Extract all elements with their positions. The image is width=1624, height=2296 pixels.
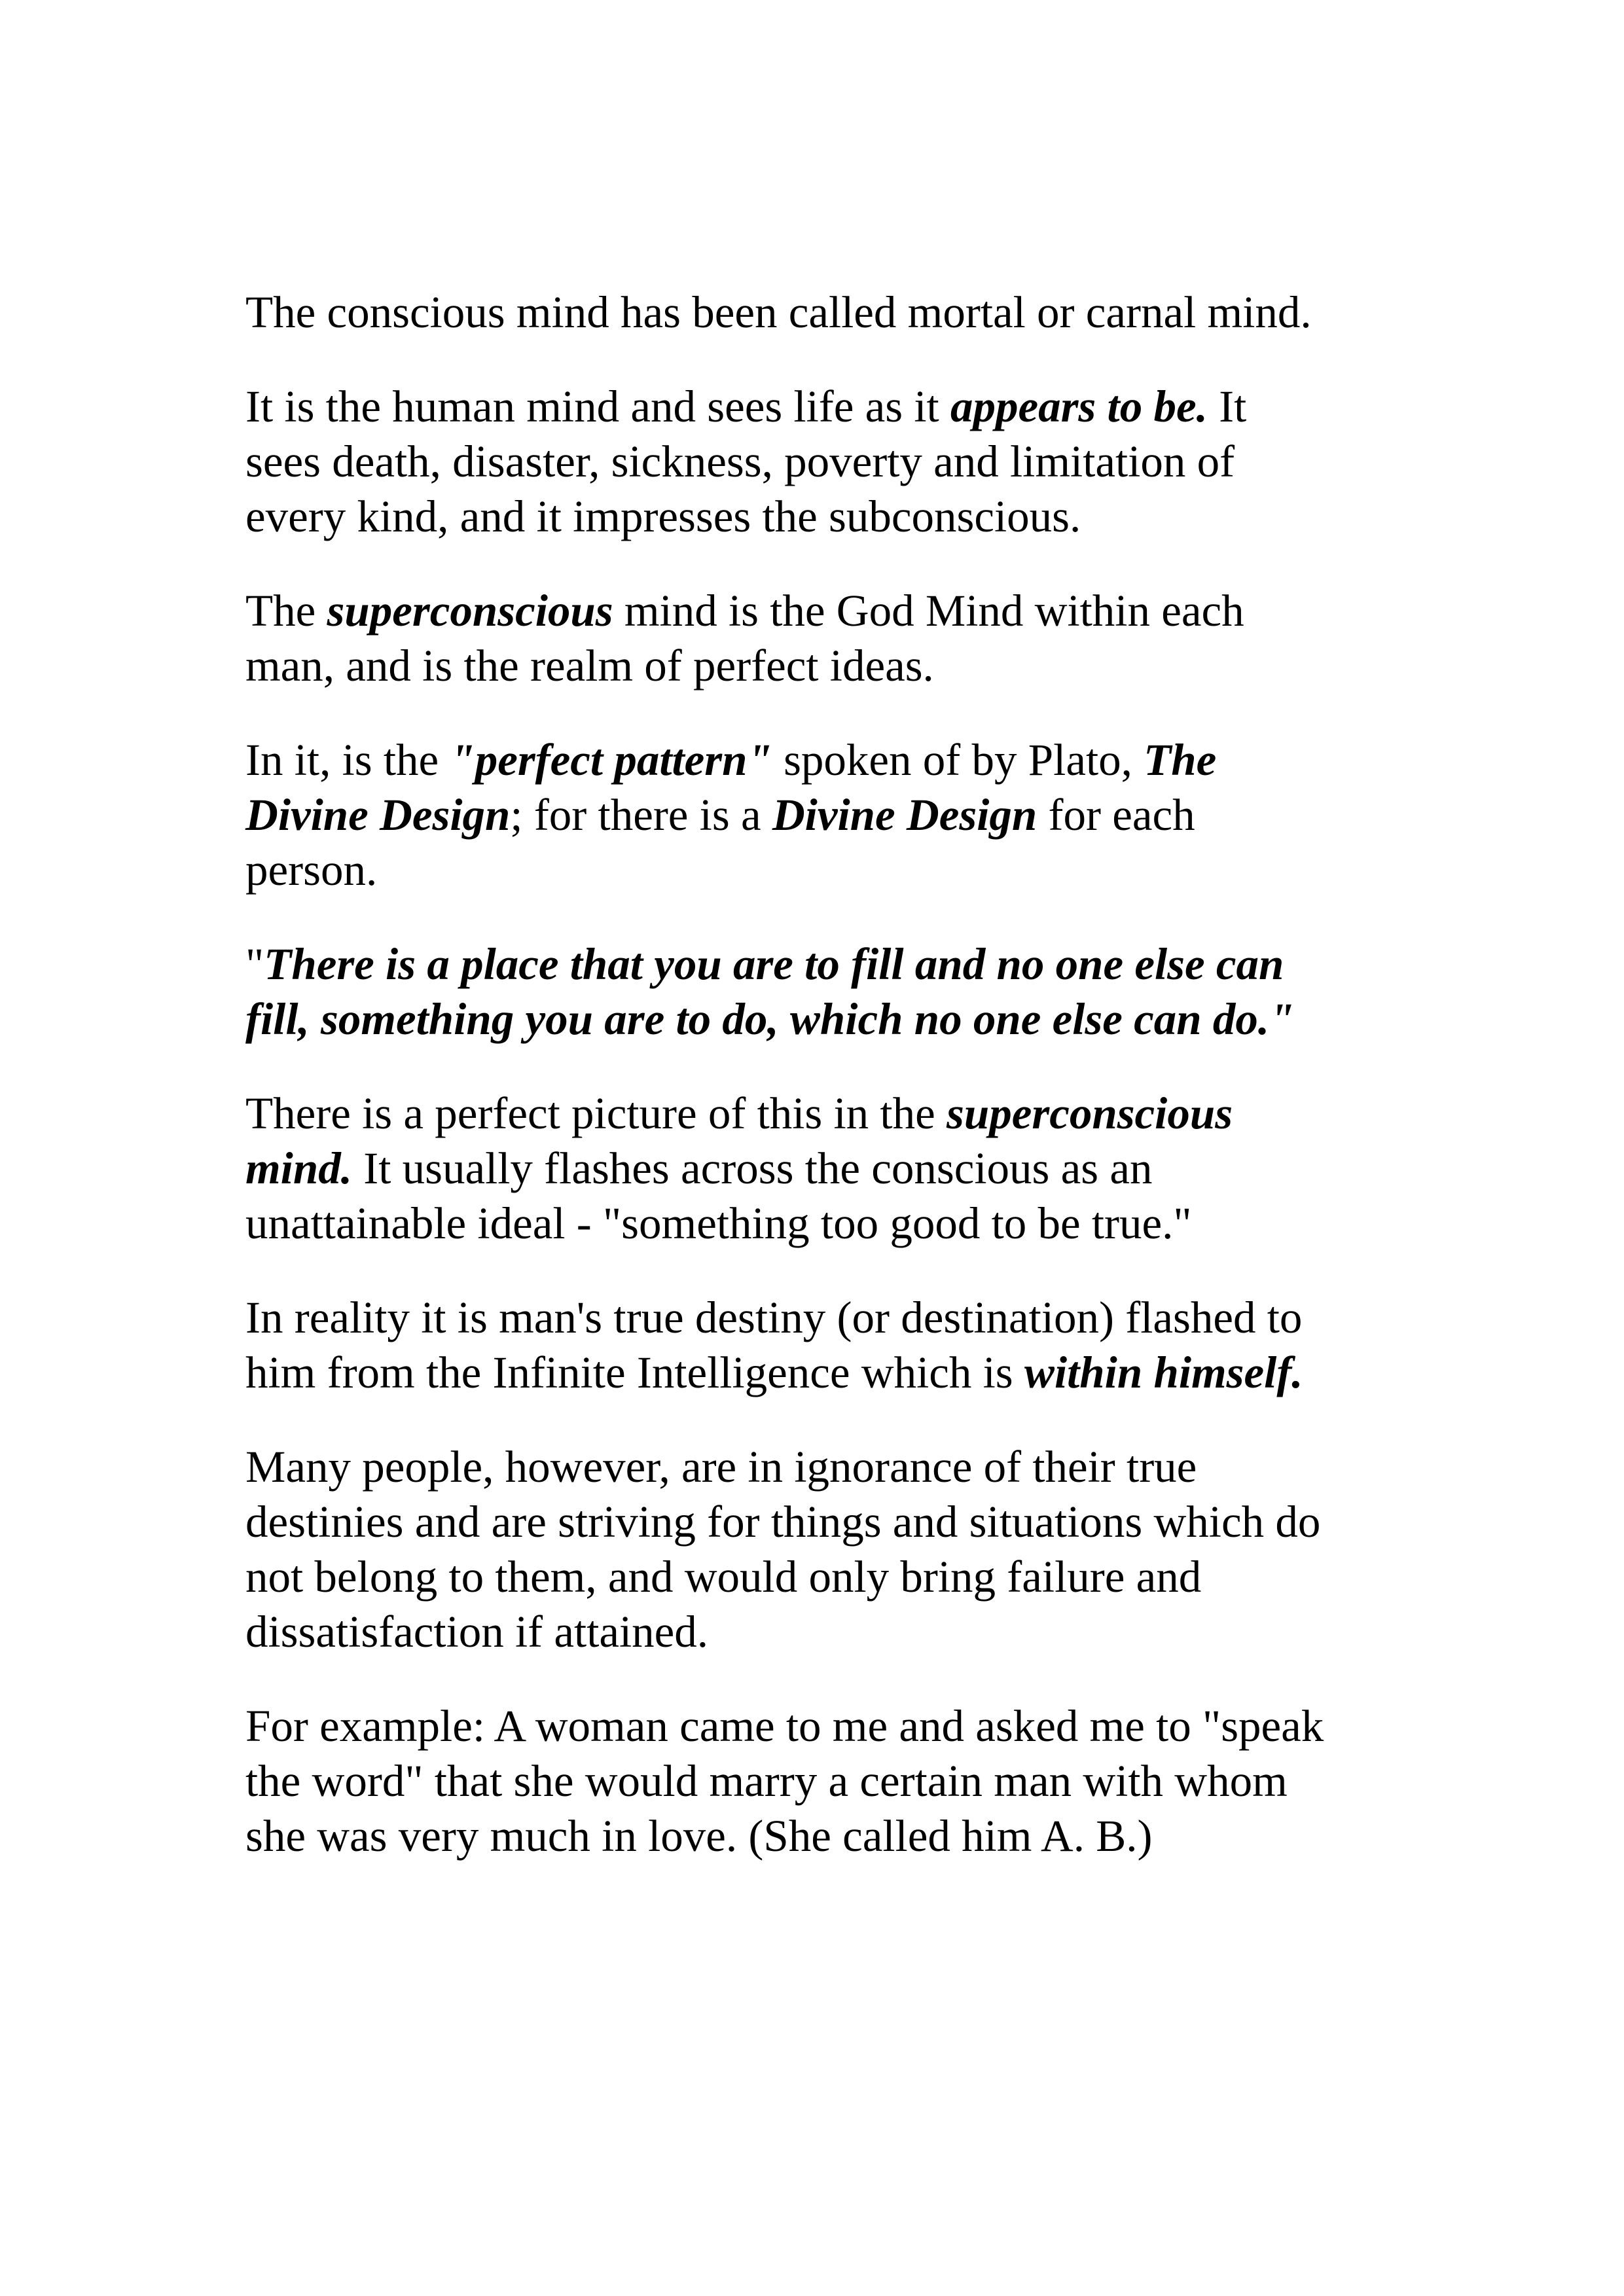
paragraph xyxy=(245,732,1411,897)
text-run: she was very much in love. (She called him A. B.) xyxy=(245,1811,1153,1861)
emphasized-text: appears to be. xyxy=(950,382,1208,431)
text-line xyxy=(245,1753,1411,1808)
emphasized-text: Divine Design xyxy=(772,790,1038,840)
text-line xyxy=(245,1808,1411,1863)
emphasized-text: "perfect pattern" xyxy=(450,735,772,785)
text-run: destinies and are striving for things and situations which do xyxy=(245,1497,1321,1547)
text-run: The xyxy=(245,586,327,636)
text-run: mind is the God Mind within each xyxy=(613,586,1244,636)
paragraph xyxy=(245,1439,1411,1659)
text-line xyxy=(245,1141,1411,1196)
paragraph xyxy=(245,1290,1411,1400)
text-run: In it, is the xyxy=(245,735,450,785)
paragraph xyxy=(245,285,1411,340)
text-run: There is a perfect picture of this in the xyxy=(245,1088,947,1138)
text-run: It is the human mind and sees life as it xyxy=(245,382,950,431)
emphasized-text: superconscious xyxy=(327,586,613,636)
text-run: person. xyxy=(245,845,378,895)
paragraph xyxy=(245,937,1411,1047)
text-line xyxy=(245,787,1411,842)
text-line xyxy=(245,1604,1411,1659)
text-run: It usually flashes across the conscious as an xyxy=(352,1143,1153,1193)
text-line xyxy=(245,992,1411,1047)
paragraph xyxy=(245,1086,1411,1251)
text-line xyxy=(245,434,1411,489)
emphasized-text: within himself. xyxy=(1024,1348,1303,1397)
text-line xyxy=(245,1345,1411,1400)
text-line xyxy=(245,489,1411,544)
emphasized-text: superconscious xyxy=(946,1088,1233,1138)
text-line xyxy=(245,583,1411,638)
text-run: unattainable ideal - "something too good to be true." xyxy=(245,1198,1192,1248)
emphasized-text: There is a place that you are to fill and no one else can xyxy=(264,939,1284,989)
text-run: Many people, however, are in ignorance of their true xyxy=(245,1442,1197,1492)
text-line xyxy=(245,379,1411,434)
paragraph xyxy=(245,379,1411,544)
text-line xyxy=(245,638,1411,693)
text-line xyxy=(245,937,1411,992)
text-line xyxy=(245,285,1411,340)
text-line xyxy=(245,1196,1411,1251)
text-run: him from the Infinite Intelligence which is xyxy=(245,1348,1024,1397)
text-line xyxy=(245,1549,1411,1604)
text-run: ; for there is a xyxy=(510,790,772,840)
text-line xyxy=(245,1439,1411,1494)
text-run: spoken of by Plato, xyxy=(772,735,1144,785)
text-run: In reality it is man's true destiny (or destination) flashed to xyxy=(245,1293,1303,1342)
text-run: for each xyxy=(1037,790,1195,840)
text-run: dissatisfaction if attained. xyxy=(245,1607,709,1657)
text-run: not belong to them, and would only bring failure and xyxy=(245,1552,1202,1602)
text-run: " xyxy=(245,939,264,989)
text-run: man, and is the realm of perfect ideas. xyxy=(245,641,934,691)
body-text xyxy=(245,285,1411,1903)
text-line xyxy=(245,1086,1411,1141)
emphasized-text: fill, something you are to do, which no one else can do." xyxy=(245,994,1295,1044)
paragraph xyxy=(245,1698,1411,1863)
text-run: For example: A woman came to me and asked me to "speak xyxy=(245,1701,1324,1751)
text-line xyxy=(245,732,1411,787)
text-line xyxy=(245,842,1411,897)
text-run: It xyxy=(1207,382,1247,431)
text-line xyxy=(245,1290,1411,1345)
paragraph xyxy=(245,583,1411,693)
emphasized-text: mind. xyxy=(245,1143,352,1193)
text-line xyxy=(245,1698,1411,1753)
text-run: every kind, and it impresses the subconscious. xyxy=(245,492,1081,541)
text-run: the word" that she would marry a certain man with whom xyxy=(245,1756,1288,1806)
emphasized-text: The xyxy=(1144,735,1217,785)
text-line xyxy=(245,1494,1411,1549)
text-run: sees death, disaster, sickness, poverty and limitation of xyxy=(245,437,1235,486)
emphasized-text: Divine Design xyxy=(245,790,511,840)
text-run: The conscious mind has been called mortal or carnal mind. xyxy=(245,287,1312,337)
